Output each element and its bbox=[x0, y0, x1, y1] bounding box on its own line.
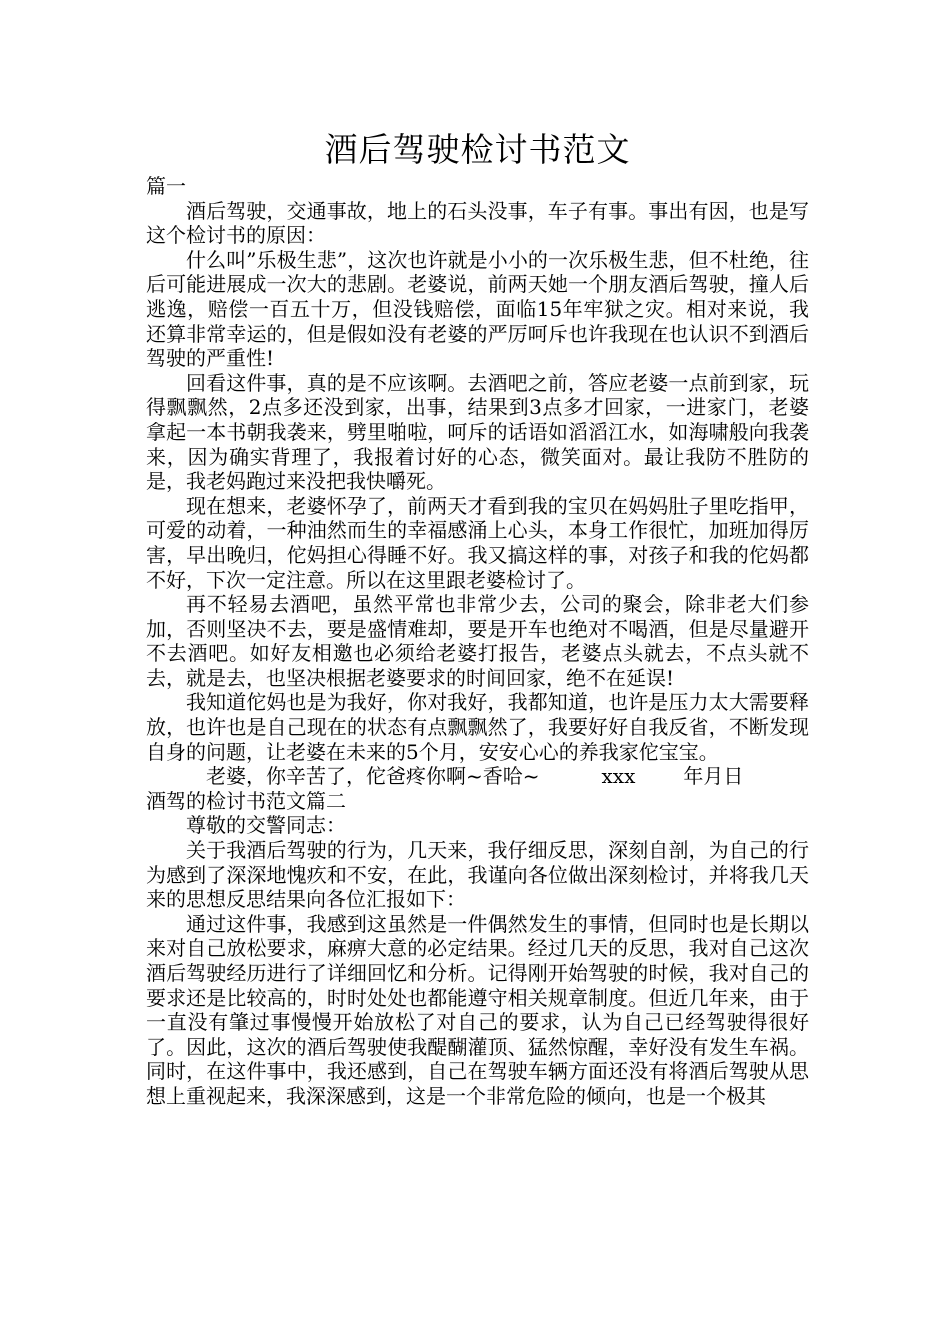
paragraph: 通过这件事，我感到这虽然是一件偶然发生的事情，但同时也是长期以来对自己放松要求，麻痹大意的必定结果。经过几天的反思，我对自己这次酒后驾驶经历进行了详细回忆和分析。记得刚开始驾驶的时候，我对自己的要求还是比较高的，时时处处也都能遵守相关规章制度。但近几年来，由于一直没有肇过事慢慢开始放松了对自己的要求，认为自己已经驾驶得很好了。因此，这次的酒后驾驶使我醍醐灌顶、猛然惊醒，幸好没有发生车祸。同时，在这件事中，我还感到，自己在驾驶车辆方面还没有将酒后驾驶从思想上重视起来，我深深感到，这是一个非常危险的倾向，也是一个极其 bbox=[146, 911, 809, 1108]
document-title: 酒后驾驶检讨书范文 bbox=[324, 130, 631, 169]
document-page bbox=[146, 128, 809, 1109]
signature-text: 老婆，你辛苦了，佗爸疼你啊~香哈~ bbox=[206, 764, 540, 789]
section-label-1: 篇一 bbox=[146, 174, 186, 198]
paragraph: 关于我酒后驾驶的行为，几天来，我仔细反思，深刻自剖，为自己的行为感到了深深地愧疚和不安，在此，我谨向各位做出深刻检讨，并将我几天来的思想反思结果向各位汇报如下： bbox=[146, 838, 809, 912]
signature-name: xxx bbox=[601, 764, 636, 789]
signature-line bbox=[146, 764, 809, 789]
paragraph: 酒后驾驶，交通事故，地上的石头没事，车子有事。事出有因，也是写这个检讨书的原因： bbox=[146, 198, 809, 248]
paragraph: 再不轻易去酒吧，虽然平常也非常少去，公司的聚会，除非老大们参加，否则坚决不去，要是盛情难却，要是开车也绝对不喝酒，但是尽量避开不去酒吧。如好友相邀也必须给老婆打报告，老婆点头就去，不点头就不去，就是去，也坚决根据老婆要求的时间回家，绝不在延误! bbox=[146, 592, 809, 690]
paragraph: 现在想来，老婆怀孕了，前两天才看到我的宝贝在妈妈肚子里吃指甲，可爱的动着，一种油然而生的幸福感涌上心头，本身工作很忙，加班加得厉害，早出晚归，佗妈担心得睡不好。我又搞这样的事，对孩子和我的佗妈都不好，下次一定注意。所以在这里跟老婆检讨了。 bbox=[146, 493, 809, 592]
paragraph: 我知道佗妈也是为我好，你对我好，我都知道，也许是压力太大需要释放，也许也是自己现在的状态有点飘飘然了，我要好好自我反省，不断发现自身的问题，让老婆在未来的5个月，安安心心的养我家佗宝宝。 bbox=[146, 690, 809, 764]
paragraph: 回看这件事，真的是不应该啊。去酒吧之前，答应老婆一点前到家，玩得飘飘然，2点多还没到家，出事，结果到3点多才回家，一进家门，老婆拿起一本书朝我袭来，劈里啪啦，呵斥的话语如滔滔江水，如海啸般向我袭来，因为确实背理了，我报着讨好的心态，微笑面对。最让我防不胜防的是，我老妈跑过来没把我快嚼死。 bbox=[146, 370, 809, 494]
salutation: 尊敬的交警同志： bbox=[186, 813, 346, 838]
signature-date: 年月日 bbox=[683, 764, 744, 789]
paragraph: 什么叫”乐极生悲”，这次也许就是小小的一次乐极生悲，但不杜绝，往后可能进展成一次大的悲剧。老婆说，前两天她一个朋友酒后驾驶，撞人后逃逸，赔偿一百五十万，但没钱赔偿，面临15年牢狱之灾。相对来说，我还算非常幸运的，但是假如没有老婆的严厉呵斥也许我现在也认识不到酒后驾驶的严重性! bbox=[146, 247, 809, 371]
section-label-2: 酒驾的检讨书范文篇二 bbox=[146, 788, 346, 813]
